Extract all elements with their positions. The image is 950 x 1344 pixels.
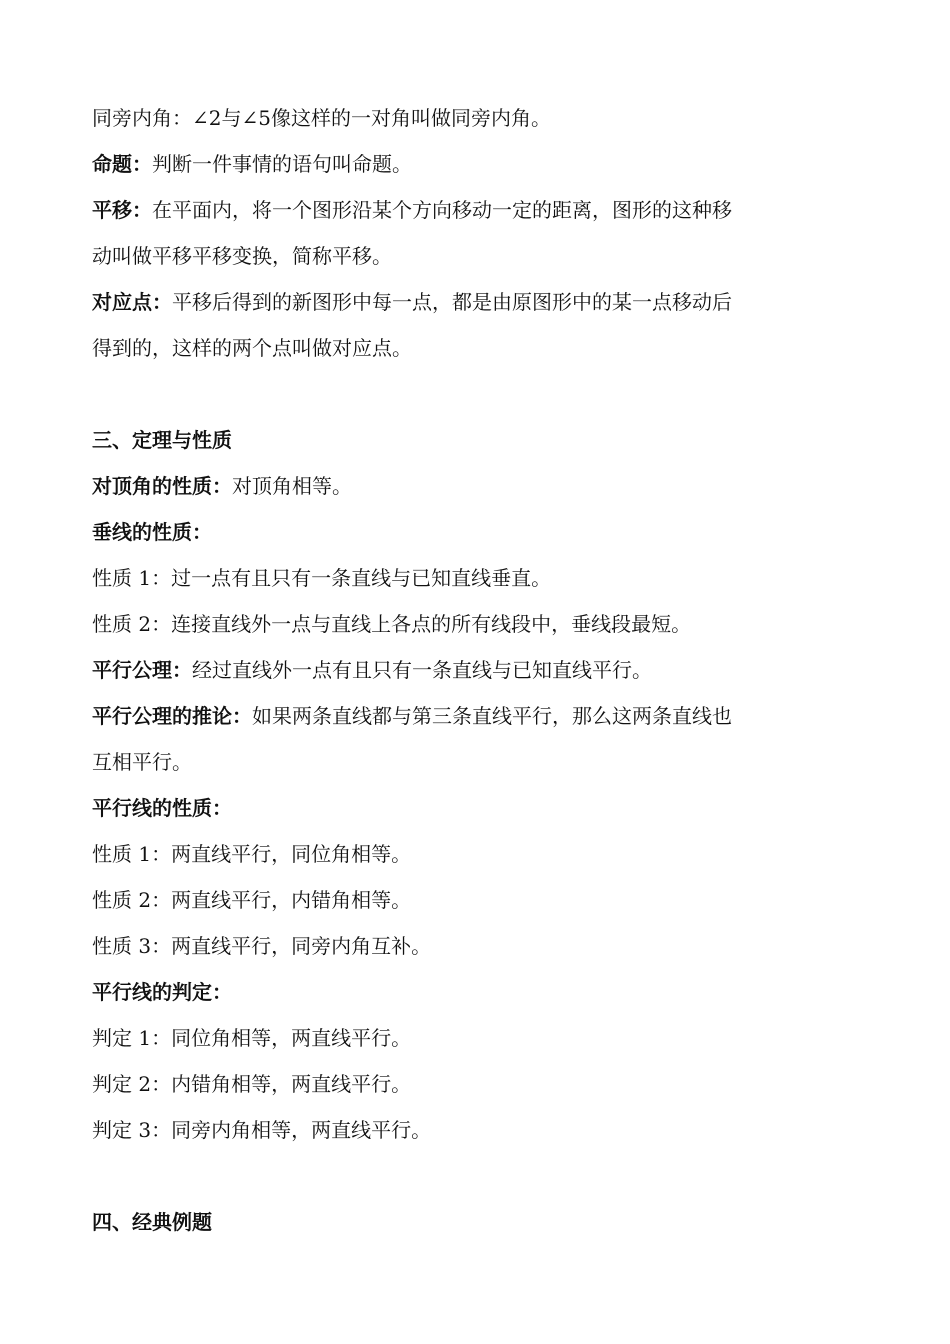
definition-term: 平移： [92,198,152,222]
theorem-pingxingxian-xingzhi-term: 平行线的性质： [92,796,232,820]
theorem-pingxing-tuilun [92,693,862,739]
definition-text: 判断一件事情的语句叫命题。 [152,152,412,176]
definition-pingyi [92,187,862,233]
definition-term: 命题： [92,152,152,176]
property-item: 性质 2：连接直线外一点与直线上各点的所有线段中，垂线段最短。 [92,612,692,636]
section-heading-4: 四、经典例题 [92,1210,212,1234]
theorem-pingxing-tuilun-cont [92,739,862,785]
definition-text: 同旁内角：∠2与∠5像这样的一对角叫做同旁内角。 [92,106,551,130]
property-item: 性质 2：两直线平行，内错角相等。 [92,888,412,912]
theorem-text: 经过直线外一点有且只有一条直线与已知直线平行。 [192,658,652,682]
spacer [92,371,862,417]
criterion-item: 判定 2：内错角相等，两直线平行。 [92,1072,412,1096]
definition-tongpang [92,95,862,141]
definition-mingti [92,141,862,187]
definition-duiyingdian [92,279,862,325]
theorem-term: 平行公理： [92,658,192,682]
theorem-pingxingxian-panding-term: 平行线的判定： [92,980,232,1004]
theorem-pingxing-gongli [92,647,862,693]
definition-term: 对应点： [92,290,172,314]
criterion-item: 判定 3：同旁内角相等，两直线平行。 [92,1118,432,1142]
theorem-text: 对顶角相等。 [232,474,352,498]
theorem-chuixian-term: 垂线的性质： [92,520,212,544]
theorem-term: 平行公理的推论： [92,704,252,728]
definition-text: 得到的，这样的两个点叫做对应点。 [92,336,412,360]
definition-duiyingdian-cont [92,325,862,371]
definition-text: 在平面内，将一个图形沿某个方向移动一定的距离，图形的这种移 [152,198,732,222]
theorem-text: 如果两条直线都与第三条直线平行，那么这两条直线也 [252,704,732,728]
definition-pingyi-cont [92,233,862,279]
definition-text: 平移后得到的新图形中每一点，都是由原图形中的某一点移动后 [172,290,732,314]
criterion-item: 判定 1：同位角相等，两直线平行。 [92,1026,412,1050]
theorem-duiding [92,463,862,509]
property-item: 性质 1：过一点有且只有一条直线与已知直线垂直。 [92,566,552,590]
theorem-term: 对顶角的性质： [92,474,232,498]
definition-text: 动叫做平移平移变换，简称平移。 [92,244,392,268]
property-item: 性质 3：两直线平行，同旁内角互补。 [92,934,432,958]
document-page [92,95,862,1245]
property-item: 性质 1：两直线平行，同位角相等。 [92,842,412,866]
theorem-text: 互相平行。 [92,750,192,774]
section-heading-3: 三、定理与性质 [92,428,232,452]
spacer [92,1153,862,1199]
